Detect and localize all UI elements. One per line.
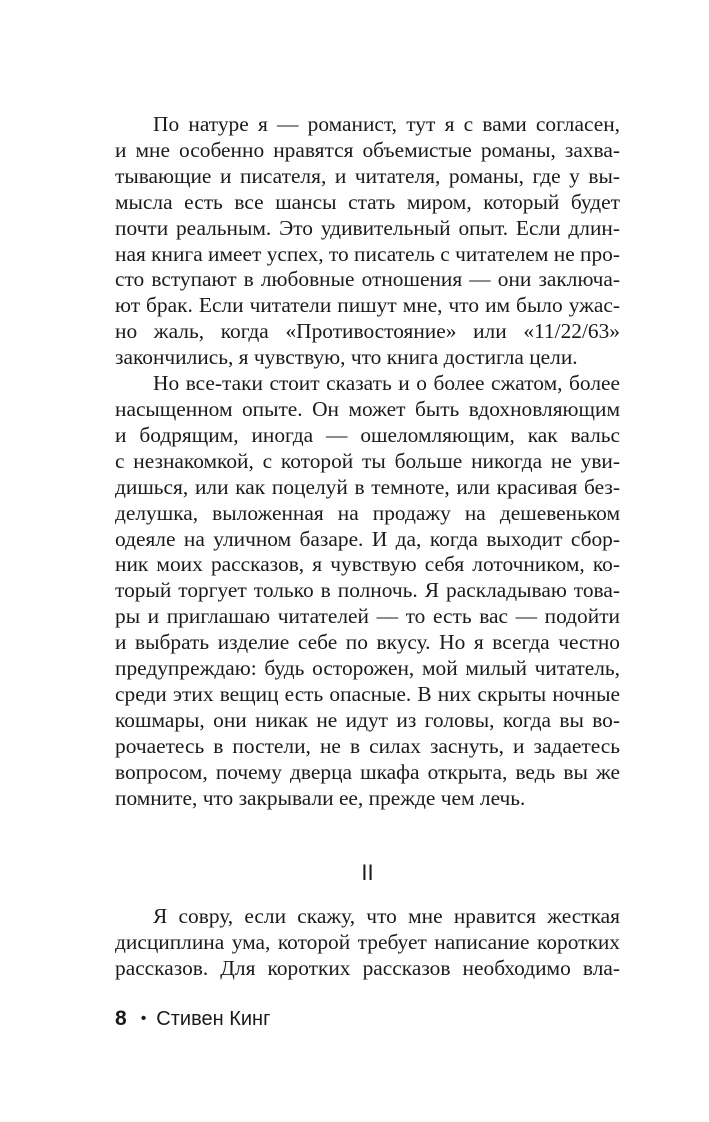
text-line: кошмары, они никак не идут из головы, когда вы во- xyxy=(115,707,620,732)
paragraph-2 xyxy=(115,371,620,811)
paragraph-1 xyxy=(115,112,620,371)
text-line: вопросом, почему дверца шкафа открыта, ведь вы же xyxy=(115,759,620,784)
text-line: Я совру, если скажу, что мне нравится жесткая xyxy=(153,904,620,928)
text-line: делушка, выложенная на продажу на дешевеньком xyxy=(115,500,620,525)
text-line: и выбрать изделие себе по вкусу. Но я всегда честно xyxy=(115,630,620,655)
text-line: ют брак. Если читатели пишут мне, что им было ужас- xyxy=(115,293,620,318)
author-name: Стивен Кинг xyxy=(156,1008,271,1030)
text-line: но жаль, когда «Противостояние» или «11/22/63» xyxy=(115,319,620,344)
text-line: ная книга имеет успех, то писатель с читателем не про- xyxy=(115,241,620,266)
text-line: одеяле на уличном базаре. И да, когда выходит сбор- xyxy=(115,526,620,551)
text-line: дисциплина ума, которой требует написание коротких xyxy=(115,929,620,954)
text-line: тывающие и писателя, и читателя, романы, где у вы- xyxy=(115,163,620,188)
text-line: помните, что закрывали ее, прежде чем лечь. xyxy=(115,785,526,810)
page-number: 8 xyxy=(115,1007,127,1030)
text-line: ник моих рассказов, я чувствую себя лоточником, ко- xyxy=(115,552,620,577)
text-line: насыщенном опыте. Он может быть вдохновляющим xyxy=(115,396,620,421)
text-line: По натуре я — романист, тут я с вами согласен, xyxy=(153,112,620,136)
main-text xyxy=(115,112,620,811)
text-line: торый торгует только в полночь. Я раскладываю това- xyxy=(115,578,620,603)
page-footer xyxy=(115,1006,270,1032)
text-line: почти реальным. Это удивительный опыт. Если длин- xyxy=(115,215,620,240)
section-heading: II xyxy=(361,860,374,885)
text-line: рочаетесь в постели, не в силах заснуть, и задаетесь xyxy=(115,733,620,758)
text-line: сто вступают в любовные отношения — они заключа- xyxy=(115,267,620,292)
text-line: предупреждаю: будь осторожен, мой милый читатель, xyxy=(115,656,620,681)
text-line: рассказов. Для коротких рассказов необходимо вла- xyxy=(115,955,620,980)
text-line: дишься, или как поцелуй в темноте, или красивая без- xyxy=(115,474,620,499)
text-line: мысла есть все шансы стать миром, который будет xyxy=(115,189,620,214)
text-line: с незнакомкой, с которой ты больше никогда не уви- xyxy=(115,448,620,473)
text-line: и бодрящим, иногда — ошеломляющим, как вальс xyxy=(115,422,620,447)
text-line: ры и приглашаю читателей — то есть вас — подойти xyxy=(115,604,620,629)
bullet-separator: • xyxy=(140,1010,147,1027)
text-line: закончились, я чувствую, что книга достигла цели. xyxy=(115,345,578,370)
text-line: Но все-таки стоит сказать и о более сжатом, более xyxy=(153,371,620,396)
text-line: и мне особенно нравятся объемистые романы, захва- xyxy=(115,137,620,162)
section-paragraph xyxy=(115,904,620,982)
text-line: среди этих вещиц есть опасные. В них скрыты ночные xyxy=(115,681,620,706)
